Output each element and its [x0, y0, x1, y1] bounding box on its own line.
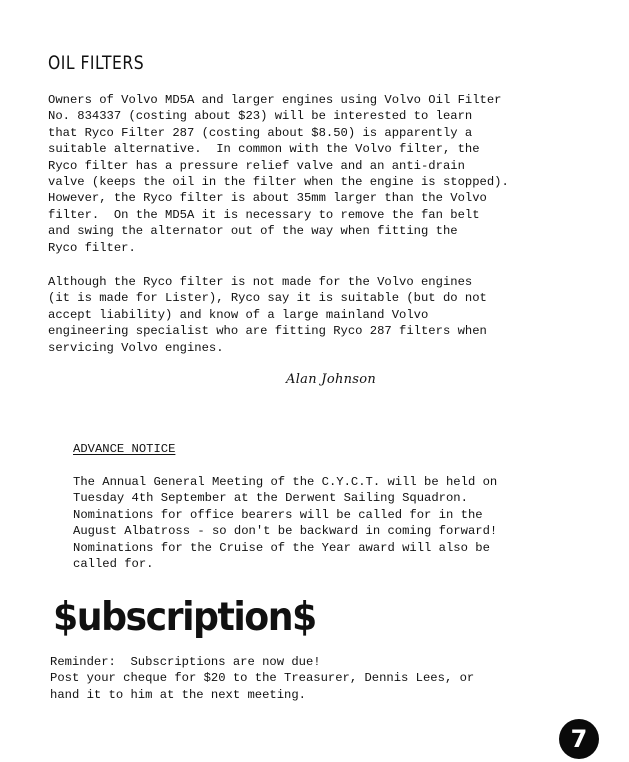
- page-number-badge: 7: [559, 719, 599, 759]
- text-line: called for.: [73, 557, 154, 572]
- text-line: Owners of Volvo MD5A and larger engines using Volvo Oil Filter: [48, 93, 502, 107]
- text-line: filter. On the MD5A it is necessary to remove the fan belt: [48, 207, 480, 222]
- text-line: that Ryco Filter 287 (costing about $8.50) is apparently a: [48, 125, 473, 140]
- text-line: suitable alternative. In common with the Volvo filter, the: [48, 142, 480, 157]
- text-line: Post your cheque for $20 to the Treasurer, Dennis Lees, or: [50, 671, 475, 686]
- oil-filters-heading: OIL FILTERS: [48, 52, 145, 74]
- text-line: engineering specialist who are fitting Ryco 287 filters when: [48, 324, 487, 339]
- text-line: hand it to him at the next meeting.: [50, 687, 306, 702]
- advance-notice-heading: ADVANCE NOTICE: [73, 442, 176, 456]
- text-line: (it is made for Lister), Ryco say it is suitable (but do not: [48, 291, 487, 306]
- text-line: Nominations for the Cruise of the Year award will also be: [73, 540, 490, 555]
- advance-notice-paragraph: [73, 474, 497, 572]
- text-line: The Annual General Meeting of the C.Y.C.T. will be held on: [73, 475, 498, 489]
- text-line: servicing Volvo engines.: [48, 340, 224, 355]
- text-line: Reminder: Subscriptions are now due!: [50, 655, 321, 669]
- subscriptions-paragraph: [50, 654, 474, 703]
- author-signature: Alan Johnson: [286, 372, 377, 387]
- text-line: Although the Ryco filter is not made for the Volvo engines: [48, 275, 473, 289]
- text-line: No. 834337 (costing about $23) will be interested to learn: [48, 109, 473, 124]
- subscriptions-heading: $ubscription$: [53, 595, 316, 640]
- oil-filters-paragraph-1: [48, 92, 509, 256]
- text-line: accept liability) and know of a large mainland Volvo: [48, 307, 429, 322]
- oil-filters-paragraph-2: [48, 274, 487, 356]
- text-line: However, the Ryco filter is about 35mm larger than the Volvo: [48, 191, 487, 206]
- text-line: Ryco filter.: [48, 240, 136, 255]
- text-line: Nominations for office bearers will be called for in the: [73, 507, 483, 522]
- text-line: valve (keeps the oil in the filter when the engine is stopped).: [48, 175, 509, 190]
- text-line: August Albatross - so don't be backward in coming forward!: [73, 524, 498, 539]
- text-line: Ryco filter has a pressure relief valve and an anti-drain: [48, 158, 465, 173]
- text-line: Tuesday 4th September at the Derwent Sailing Squadron.: [73, 491, 468, 506]
- text-line: and swing the alternator out of the way when fitting the: [48, 224, 458, 239]
